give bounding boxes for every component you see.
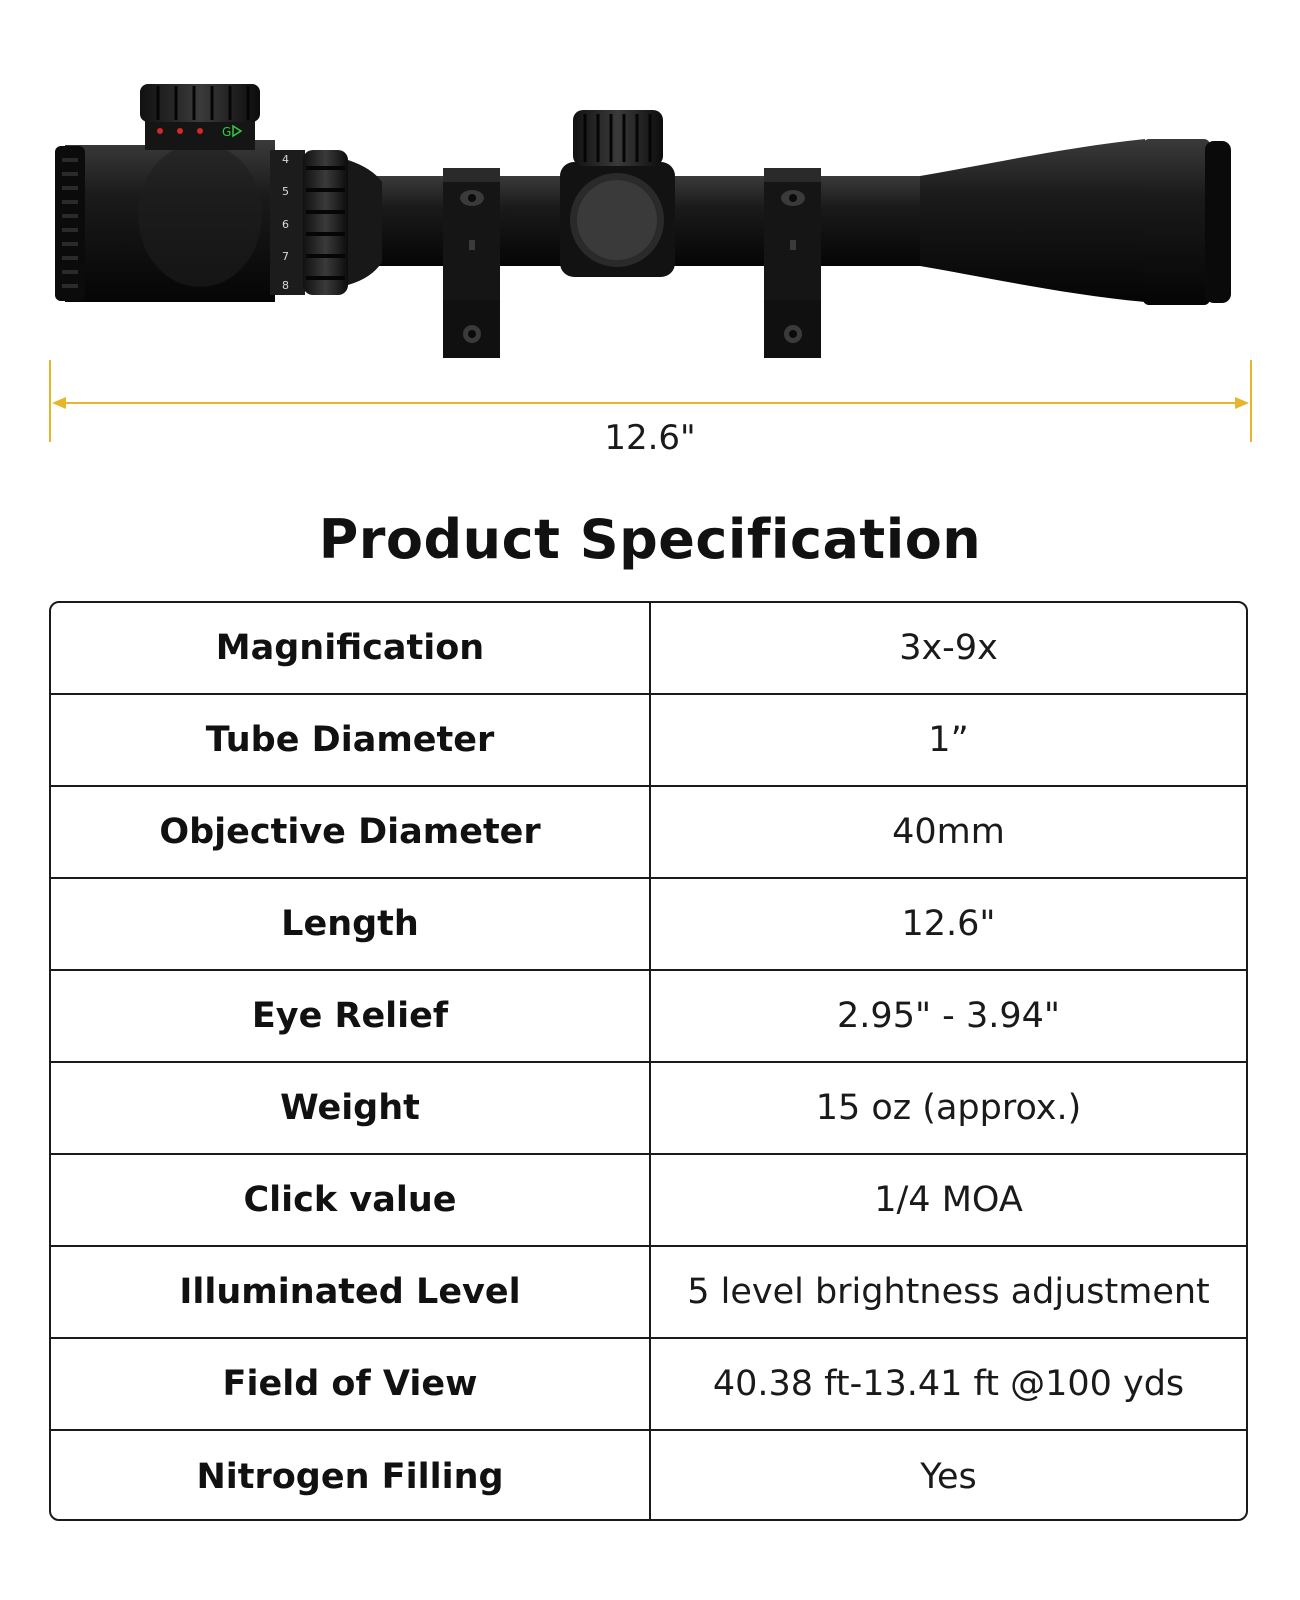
power-mark-8: 8	[282, 279, 289, 292]
spec-label: Nitrogen Filling	[51, 1431, 651, 1521]
spec-row-objective-diameter	[51, 787, 1246, 879]
spec-value: 2.95" - 3.94"	[837, 996, 1060, 1036]
spec-value: 5 level brightness adjustment	[687, 1272, 1210, 1312]
spec-value: 1”	[928, 720, 969, 760]
spec-label: Illuminated Level	[51, 1247, 651, 1337]
spec-row-eye-relief	[51, 971, 1246, 1063]
spec-label: Weight	[51, 1063, 651, 1153]
spec-row-illuminated-level	[51, 1247, 1246, 1339]
scope-ring-right	[764, 168, 821, 358]
spec-table	[49, 601, 1248, 1521]
spec-label: Length	[51, 879, 651, 969]
spec-label: Tube Diameter	[51, 695, 651, 785]
spec-label: Field of View	[51, 1339, 651, 1429]
spec-row-nitrogen-filling	[51, 1431, 1246, 1521]
spec-value: 1/4 MOA	[874, 1180, 1023, 1220]
power-mark-7: 7	[282, 250, 289, 263]
spec-value: 3x-9x	[899, 628, 998, 668]
spec-row-magnification	[51, 603, 1246, 695]
spec-row-click-value	[51, 1155, 1246, 1247]
power-mark-6: 6	[282, 218, 289, 231]
spec-value: 15 oz (approx.)	[815, 1088, 1082, 1128]
zoom-ring-knurl	[303, 150, 348, 295]
scope-objective-bell	[920, 139, 1145, 302]
spec-value: 40.38 ft-13.41 ft @100 yds	[712, 1364, 1185, 1404]
spec-label: Objective Diameter	[51, 787, 651, 877]
scope-ring-left	[443, 168, 500, 358]
power-mark-5: 5	[282, 185, 289, 198]
power-mark-4: 4	[282, 153, 289, 166]
spec-row-length	[51, 879, 1246, 971]
rifle-scope-illustration	[0, 0, 1300, 470]
spec-label: Click value	[51, 1155, 651, 1245]
spec-value: 12.6"	[901, 904, 996, 944]
spec-label: Eye Relief	[51, 971, 651, 1061]
spec-value: Yes	[920, 1457, 977, 1497]
length-dimension-label: 12.6"	[604, 418, 696, 458]
turret-mark-g: G	[222, 125, 232, 139]
scope-objective-cap	[1143, 139, 1210, 305]
spec-label: Magnification	[51, 603, 651, 693]
page-title: Product Specification	[318, 508, 982, 571]
spec-value: 40mm	[892, 812, 1005, 852]
spec-row-weight	[51, 1063, 1246, 1155]
spec-row-tube-diameter	[51, 695, 1246, 787]
spec-row-field-of-view	[51, 1339, 1246, 1431]
